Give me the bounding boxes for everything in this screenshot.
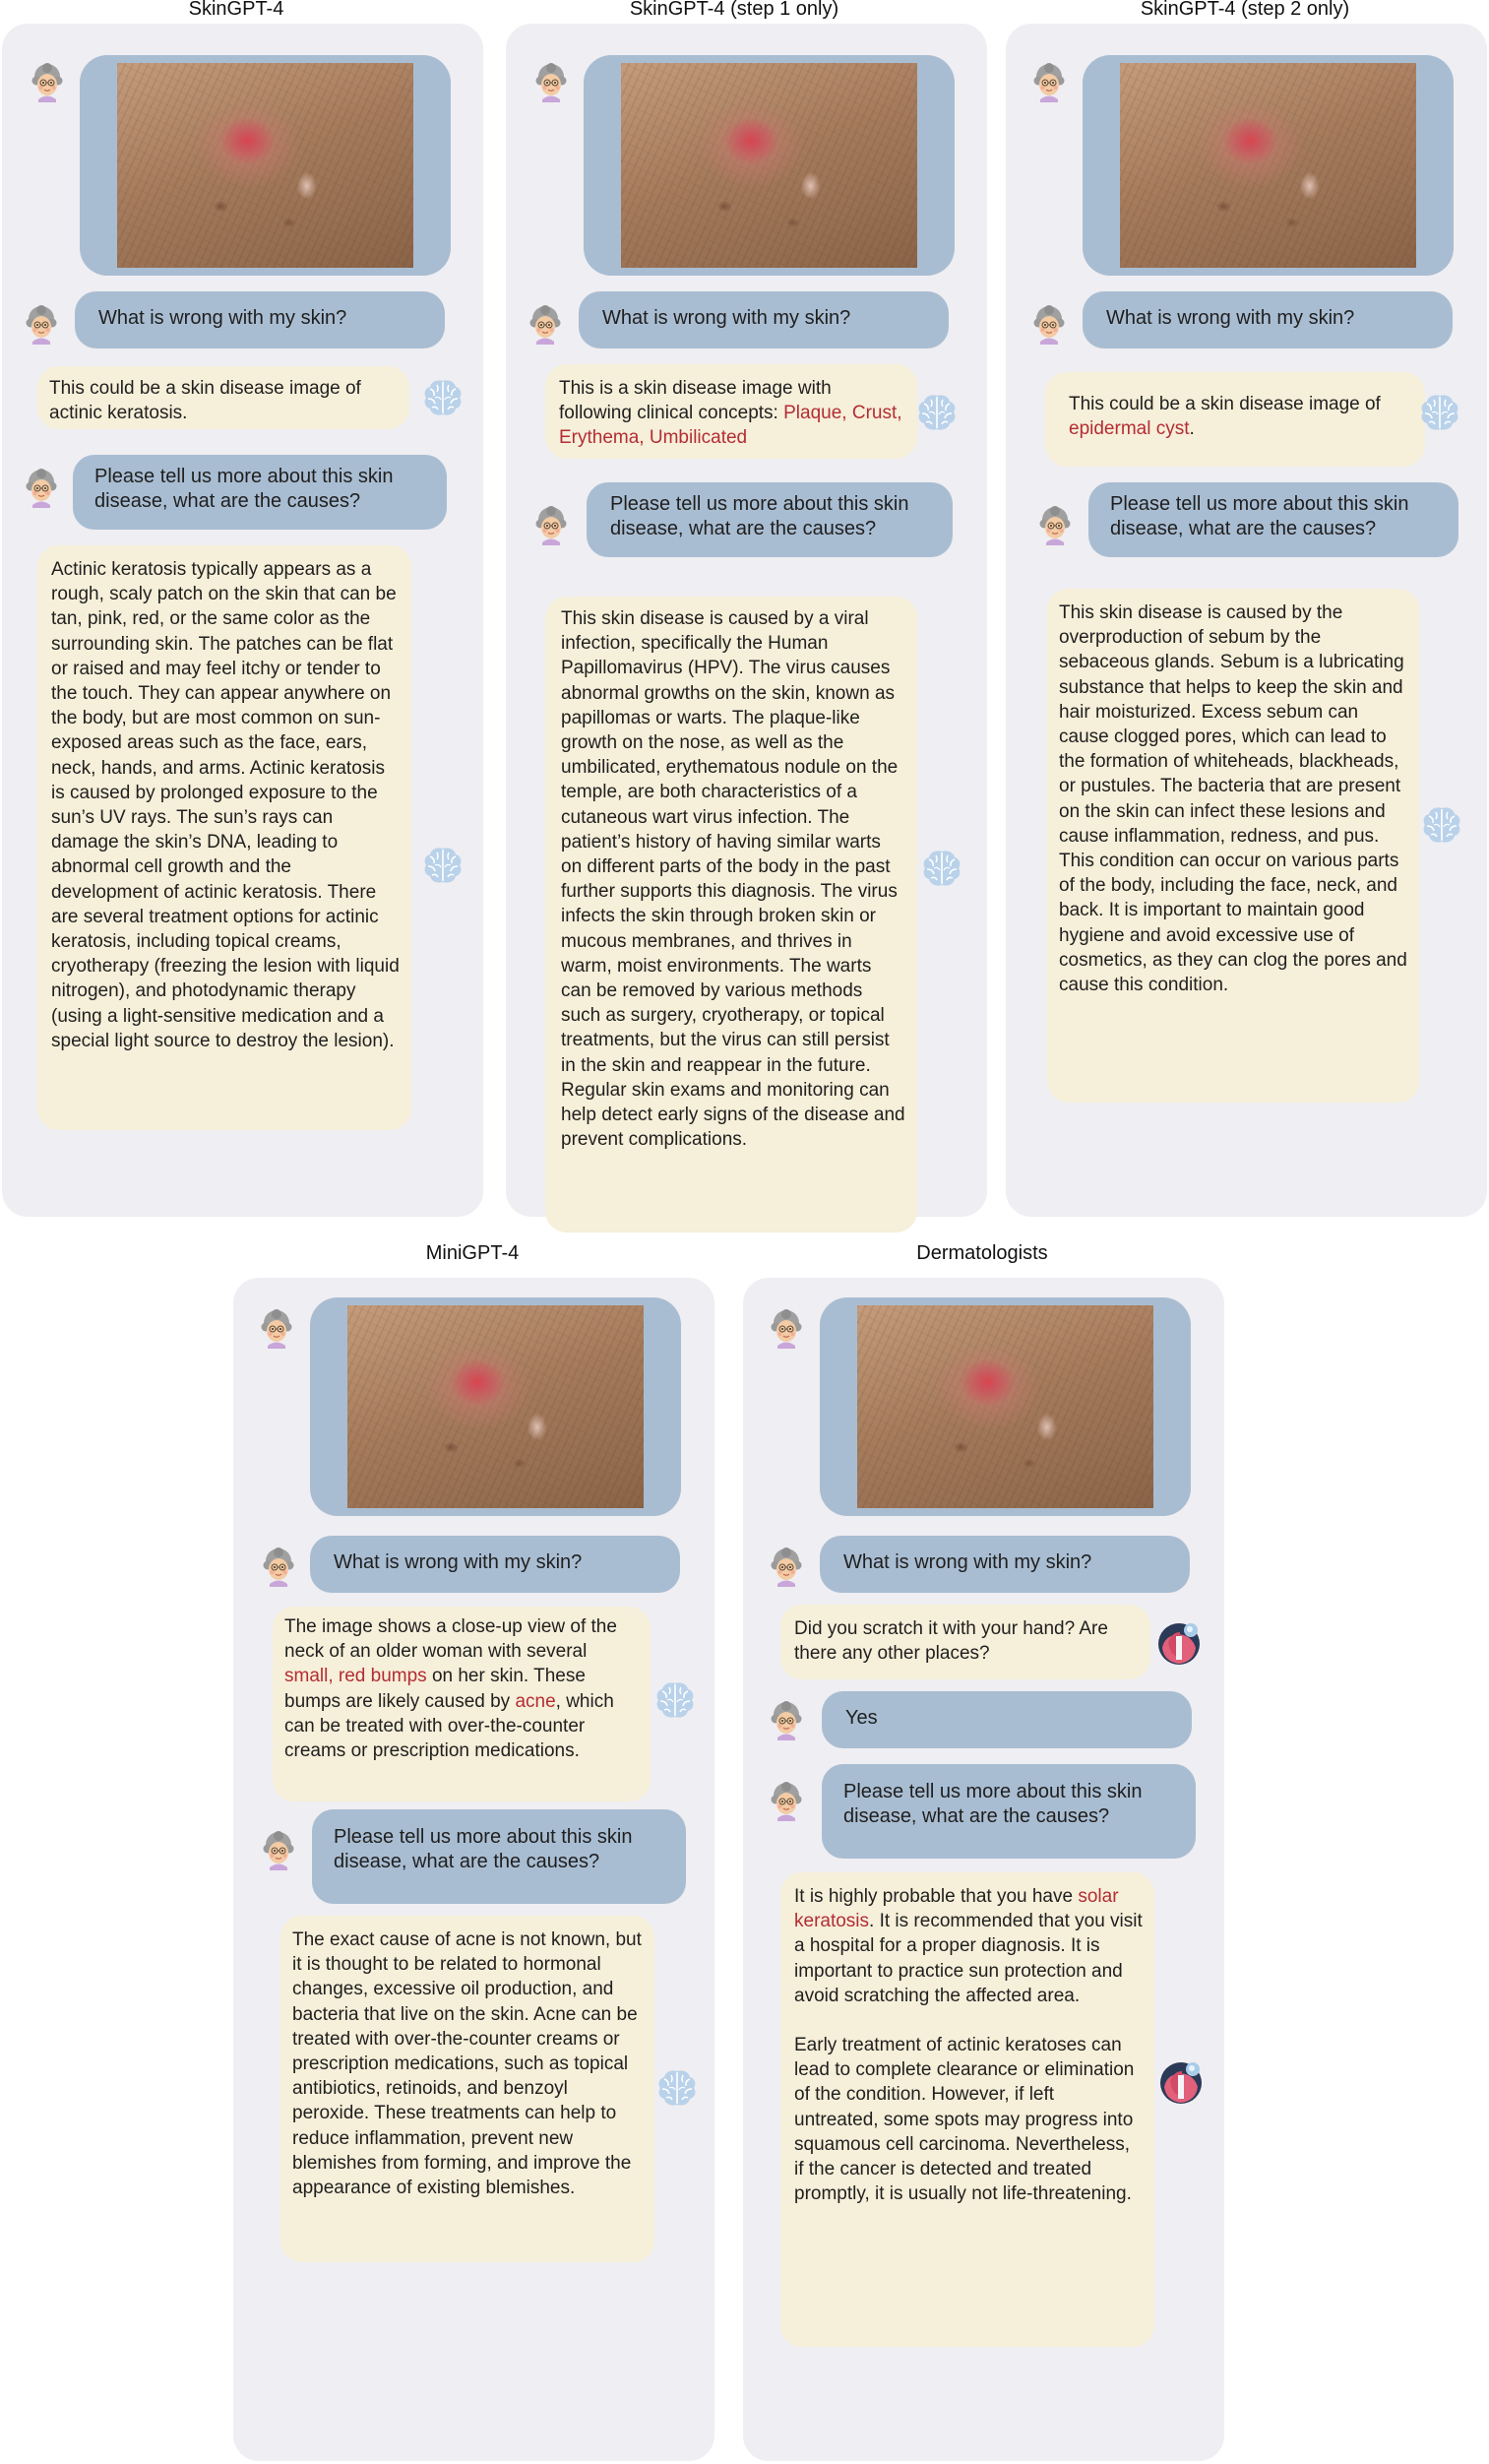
dermatologist-reply-2 bbox=[780, 1872, 1154, 2347]
image-message bbox=[820, 1297, 1191, 1516]
panel-step2 bbox=[1006, 24, 1487, 1217]
answer-text-end: . bbox=[1189, 418, 1195, 440]
panel-title-minigpt4: MiniGPT-4 bbox=[425, 1242, 520, 1264]
panel-title-step1: SkinGPT-4 (step 1 only) bbox=[629, 0, 839, 20]
dermatologist-icon bbox=[1154, 1618, 1204, 1668]
reply-text: It is highly probable that you have bbox=[794, 1886, 1079, 1907]
user-question-1: What is wrong with my skin? bbox=[1083, 291, 1453, 348]
skin-lesion-photo bbox=[117, 63, 413, 268]
grandmother-avatar-icon bbox=[259, 1548, 298, 1587]
brain-icon bbox=[1417, 390, 1462, 435]
assistant-answer-1 bbox=[1045, 372, 1425, 467]
grandmother-avatar-icon bbox=[531, 63, 571, 102]
grandmother-avatar-icon bbox=[1029, 63, 1069, 102]
grandmother-avatar-icon bbox=[526, 305, 565, 345]
assistant-answer-2: This skin disease is caused by the overproduction of sebum by the sebaceous glands. Sebum is a lubricating substance that helps to keep the skin and hair moisturized. Excess sebum can cause clogged pores, which can lead to the formation of whiteheads, blackheads, or pustules. The bacteria that are present on the skin can infect these lesions and cause inflammation, redness, and pus. This condition can occur on various parts of the body, including the face, neck, and back. It is important to maintain good hygiene and avoid excessive use of cosmetics, as they can clog the pores and cause this condition. bbox=[1047, 589, 1419, 1103]
clinical-concepts: Plaque, Crust, Erythema, Umbilicated bbox=[559, 403, 902, 449]
skin-lesion-photo bbox=[347, 1305, 644, 1508]
grandmother-avatar-icon bbox=[767, 1701, 806, 1740]
grandmother-avatar-icon bbox=[1035, 506, 1075, 545]
panel-skingpt4 bbox=[2, 24, 483, 1217]
image-message bbox=[1083, 55, 1454, 276]
brain-icon bbox=[652, 1677, 698, 1723]
answer-text: , which can be treated with over-the-counter creams or prescription medications. bbox=[284, 1690, 614, 1762]
brain-icon bbox=[919, 846, 964, 891]
answer-text: The image shows a close-up view of the neck of an older woman with several bbox=[284, 1616, 617, 1663]
user-question-1: What is wrong with my skin? bbox=[579, 291, 949, 348]
user-question-2: Please tell us more about this skin disease, what are the causes? bbox=[73, 455, 447, 530]
grandmother-avatar-icon bbox=[257, 1309, 296, 1349]
user-question-1: What is wrong with my skin? bbox=[310, 1536, 680, 1593]
grandmother-avatar-icon bbox=[1029, 305, 1069, 345]
image-message bbox=[310, 1297, 681, 1516]
grandmother-avatar-icon bbox=[767, 1548, 806, 1587]
assistant-answer-2: Actinic keratosis typically appears as a rough, scaly patch on the skin that can be tan, pink, red, or the same color as the surrounding skin. The patches can be flat or raised and may feel itchy or tender to the touch. They can appear anywhere on the body, but are most common on sun-exposed areas such as the face, ears, neck, hands, and arms. Actinic keratosis is caused by prolonged exposure to the sun’s UV rays. The sun’s rays can damage the skin’s DNA, leading to abnormal cell growth and the development of actinic keratosis. There are several treatment options for actinic keratosis, including topical creams, cryotherapy (freezing the lesion with liquid nitrogen), and photodynamic therapy (using a light-sensitive medication and a special light source to destroy the lesion). bbox=[37, 545, 411, 1130]
panel-title-dermatologists: Dermatologists bbox=[916, 1242, 1048, 1264]
user-question-2: Please tell us more about this skin disease, what are the causes? bbox=[312, 1809, 686, 1904]
grandmother-avatar-icon bbox=[22, 305, 61, 345]
diagnosis-highlight: epidermal cyst bbox=[1069, 418, 1190, 440]
image-message bbox=[80, 55, 451, 276]
dermatologist-icon bbox=[1156, 2057, 1206, 2107]
grandmother-avatar-icon bbox=[28, 63, 67, 102]
grandmother-avatar-icon bbox=[259, 1831, 298, 1870]
skin-lesion-photo bbox=[857, 1305, 1153, 1508]
answer-text: This could be a skin disease image of bbox=[1069, 394, 1381, 414]
reply-text: . It is recommended that you visit a hospital for a proper diagnosis. It is important to practice sun protection and avoid scratching the affected area. bbox=[794, 1911, 1143, 2006]
assistant-answer-2: The exact cause of acne is not known, but it is thought to be related to hormonal changes, excessive oil production, and bacteria that live on the skin. Acne can be treated with over-the-counter creams or prescription medications, such as topical antibiotics, retinoids, and benzoyl peroxide. These treatments can help to reduce inflammation, prevent new blemishes from forming, and improve the appearance of existing blemishes. bbox=[280, 1916, 654, 2262]
skin-lesion-photo bbox=[621, 63, 917, 268]
finding-highlight: small, red bumps bbox=[284, 1666, 427, 1687]
skin-lesion-photo bbox=[1120, 63, 1416, 268]
assistant-answer-1: This could be a skin disease image of actinic keratosis. bbox=[37, 366, 409, 429]
brain-icon bbox=[914, 390, 960, 435]
panel-title-skingpt4: SkinGPT-4 bbox=[188, 0, 284, 20]
assistant-answer-1 bbox=[545, 364, 917, 459]
grandmother-avatar-icon bbox=[22, 469, 61, 508]
user-question-2: Please tell us more about this skin disease, what are the causes? bbox=[587, 482, 953, 557]
reply-paragraph-2: Early treatment of actinic keratoses can lead to complete clearance or elimination of the condition. However, if left untreated, some spots may progress into squamous cell carcinoma. Nevertheless, if the cancer is detected and treated promptly, it is usually not life-threatening. bbox=[794, 2035, 1135, 2205]
diagnosis-highlight: acne bbox=[515, 1690, 556, 1712]
user-answer-yes: Yes bbox=[822, 1691, 1192, 1748]
dermatologist-reply-1: Did you scratch it with your hand? Are there any other places? bbox=[780, 1605, 1150, 1679]
grandmother-avatar-icon bbox=[531, 506, 571, 545]
diagnosis-highlight: solar keratosis bbox=[794, 1886, 1119, 1932]
user-question-2: Please tell us more about this skin disease, what are the causes? bbox=[822, 1764, 1196, 1859]
panel-title-step2: SkinGPT-4 (step 2 only) bbox=[1140, 0, 1350, 20]
panel-dermatologists bbox=[743, 1278, 1224, 2461]
brain-icon bbox=[1419, 802, 1464, 848]
user-question-2: Please tell us more about this skin disease, what are the causes? bbox=[1088, 482, 1458, 557]
brain-icon bbox=[654, 2065, 700, 2111]
brain-icon bbox=[420, 843, 465, 888]
assistant-answer-1 bbox=[273, 1607, 651, 1801]
grandmother-avatar-icon bbox=[767, 1782, 806, 1821]
answer-text: This is a skin disease image with following clinical concepts: bbox=[559, 378, 832, 424]
brain-icon bbox=[420, 375, 465, 420]
user-question-1: What is wrong with my skin? bbox=[820, 1536, 1190, 1593]
answer-text: on her skin. These bumps are likely caused by bbox=[284, 1666, 586, 1712]
assistant-answer-2: This skin disease is caused by a viral infection, specifically the Human Papillomavirus (HPV). The virus causes abnormal growths on the skin, known as papillomas or warts. The plaque-like growth on the nose, as well as the umbilicated, erythematous nodule on the temple, are both characteristics of a cutaneous wart virus infection. The patient’s history of having similar warts on different parts of the body in the past further supports this diagnosis. The virus infects the skin through broken skin or mucous membranes, and thrives in warm, moist environments. The warts can be removed by various methods such as surgery, cryotherapy, or topical treatments, but the virus can still persist in the skin and reappear in the future. Regular skin exams and monitoring can help detect early signs of the disease and prevent complications. bbox=[545, 597, 917, 1232]
grandmother-avatar-icon bbox=[767, 1309, 806, 1349]
user-question-1: What is wrong with my skin? bbox=[75, 291, 445, 348]
panel-minigpt4 bbox=[233, 1278, 714, 2461]
image-message bbox=[584, 55, 955, 276]
panel-step1 bbox=[506, 24, 987, 1217]
